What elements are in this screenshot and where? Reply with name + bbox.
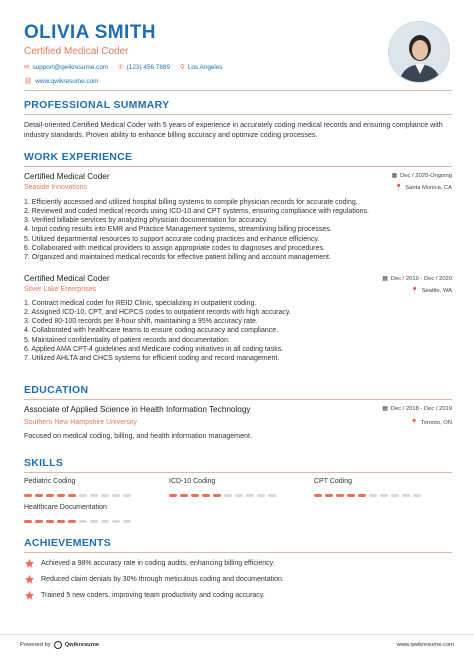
skill-level-bar bbox=[24, 494, 131, 497]
skill-level-segment bbox=[246, 494, 254, 497]
job-title: Certified Medical Coder bbox=[24, 274, 110, 283]
skill-level-segment bbox=[224, 494, 232, 497]
skill-level-segment bbox=[358, 494, 366, 497]
job-bullets bbox=[24, 198, 452, 262]
list-item: 2. Reviewed and coded medical records using ICD-10 and CPT systems, ensuring compliance with regulations. bbox=[24, 208, 369, 216]
list-item: 3. Coded 80-100 records per 8-hour shift, maintaining a 95% accuracy rate. bbox=[24, 318, 258, 326]
skill-level-segment bbox=[347, 494, 355, 497]
skill-level-bar bbox=[24, 520, 131, 523]
skill-level-segment bbox=[123, 494, 131, 497]
experience-heading: WORK EXPERIENCE bbox=[24, 151, 133, 163]
skill-level-segment bbox=[336, 494, 344, 497]
company-name: Seaside Innovations bbox=[24, 184, 88, 191]
list-item: 4. Input coding results into EMR and Practice Management systems, streamlining billing processes. bbox=[24, 226, 332, 234]
skill-level-segment bbox=[123, 520, 131, 523]
skill-level-segment bbox=[90, 494, 98, 497]
skill-level-segment bbox=[35, 494, 43, 497]
skill-level-segment bbox=[90, 520, 98, 523]
achievement-item bbox=[24, 590, 265, 601]
calendar-icon: ▦ bbox=[391, 173, 398, 179]
job-dates-text: Dec / 2020-Ongoing bbox=[400, 173, 452, 179]
star-icon bbox=[24, 574, 35, 585]
star-icon bbox=[24, 558, 35, 569]
skill-level-segment bbox=[101, 520, 109, 523]
skill-level-segment bbox=[413, 494, 421, 497]
skill-level-segment bbox=[202, 494, 210, 497]
achievement-item bbox=[24, 558, 275, 569]
star-icon bbox=[24, 590, 35, 601]
footer-website[interactable]: www.qwikresume.com bbox=[396, 642, 454, 648]
list-item: 1. Efficiently accessed and utilized hospital billing systems to compile physician records for accurate coding. bbox=[24, 199, 358, 206]
profile-photo-image bbox=[389, 22, 450, 83]
summary-underline bbox=[24, 114, 452, 115]
job-location bbox=[395, 185, 452, 191]
skill-level-bar bbox=[314, 494, 421, 497]
list-item: 1. Contract medical coder for REID Clinic, specializing in outpatient coding. bbox=[24, 300, 257, 307]
skill-level-segment bbox=[79, 520, 87, 523]
education-description: Focused on medical coding, billing, and health information management. bbox=[24, 432, 252, 440]
job-location-text: Seattle, WA bbox=[421, 288, 452, 294]
summary-heading: PROFESSIONAL SUMMARY bbox=[24, 99, 170, 111]
achievements-heading: ACHIEVEMENTS bbox=[24, 537, 112, 549]
skill-level-segment bbox=[68, 520, 76, 523]
envelope-icon: ✉ bbox=[24, 64, 30, 71]
skill-level-segment bbox=[325, 494, 333, 497]
skill-name: ICD-10 Coding bbox=[169, 478, 216, 485]
job-title: Certified Medical Coder bbox=[24, 172, 110, 181]
education-location bbox=[411, 420, 452, 426]
achievement-text: Reduced claim denials by 30% through meticulous coding and documentation. bbox=[41, 576, 284, 583]
header-divider bbox=[24, 90, 452, 91]
phone-text: (123) 456 7889 bbox=[126, 63, 171, 71]
skill-level-segment bbox=[191, 494, 199, 497]
skill-level-segment bbox=[169, 494, 177, 497]
skills-underline bbox=[24, 472, 452, 473]
footer-brand[interactable]: Qwikresume bbox=[64, 642, 100, 648]
list-item: 2. Assigned ICD-10, CPT, and HCPCS codes to outpatient records with high accuracy. bbox=[24, 309, 291, 317]
skill-name: Healthcare Documentation bbox=[24, 504, 107, 511]
job-location bbox=[411, 288, 452, 294]
phone-item bbox=[118, 63, 170, 71]
achievements-underline bbox=[24, 552, 452, 553]
skill-level-segment bbox=[46, 494, 54, 497]
contact-row bbox=[24, 63, 223, 71]
link-icon: ⛓ bbox=[24, 78, 33, 85]
skill-level-segment bbox=[101, 494, 109, 497]
skill-level-segment bbox=[369, 494, 377, 497]
skill-level-segment bbox=[24, 494, 32, 497]
skill-level-segment bbox=[24, 520, 32, 523]
pin-icon: 📍 bbox=[410, 420, 418, 426]
list-item: 7. Utilized AHLTA and CHCS systems for efficient coding and record management. bbox=[24, 354, 280, 362]
achievement-text: Trained 5 new coders, improving team productivity and coding accuracy. bbox=[41, 592, 265, 599]
pin-icon: 📍 bbox=[411, 288, 419, 294]
skill-level-segment bbox=[268, 494, 276, 497]
skill-level-segment bbox=[380, 494, 388, 497]
skill-level-segment bbox=[391, 494, 399, 497]
skill-name: Pediatric Coding bbox=[24, 478, 76, 485]
website-text: www.qwikresume.com bbox=[35, 77, 99, 85]
email-item[interactable] bbox=[24, 63, 108, 71]
school-name: Southern New Hampshire University bbox=[24, 419, 137, 426]
list-item: 6. Collaborated with medical providers to assign appropriate codes to diagnoses and procedures. bbox=[24, 244, 325, 252]
location-pin-icon: ⚲ bbox=[180, 64, 185, 71]
job-location-text: Santa Monica, CA bbox=[405, 185, 452, 191]
company-name: Silver Lake Enterprises bbox=[24, 286, 96, 293]
footer-divider bbox=[0, 634, 474, 635]
list-item: 6. Applied AMA CPT-4 guidelines and Medicare coding initiatives in all coding tasks. bbox=[24, 345, 284, 353]
job-dates-text: Dec / 2019 - Dec / 2020 bbox=[390, 276, 452, 282]
list-item: 5. Utilized departmental resources to support accurate coding practices and enhance efficiency. bbox=[24, 235, 320, 243]
candidate-title: Certified Medical Coder bbox=[24, 46, 129, 57]
qwikresume-logo-icon bbox=[54, 641, 62, 649]
job-dates bbox=[392, 173, 452, 179]
skill-level-segment bbox=[46, 520, 54, 523]
pin-icon: 📍 bbox=[395, 185, 403, 191]
job-bullets bbox=[24, 299, 452, 363]
summary-text: Detail-oriented Certified Medical Coder with 5 years of experience in accurately coding medical records and ensuring compliance with industry standards. Proven ability to enhance billing accuracy and optimize coding processes. bbox=[24, 121, 443, 139]
email-text: support@qwikresume.com bbox=[32, 63, 109, 71]
list-item: 7. Organized and maintained medical records for effective patient billing and account management. bbox=[24, 253, 331, 261]
skill-level-segment bbox=[235, 494, 243, 497]
skill-level-segment bbox=[68, 494, 76, 497]
candidate-name: OLIVIA SMITH bbox=[24, 22, 156, 43]
education-location-text: Toronto, ON bbox=[420, 420, 452, 426]
job-dates bbox=[382, 276, 452, 282]
skill-level-segment bbox=[314, 494, 322, 497]
skills-heading: SKILLS bbox=[24, 457, 64, 469]
achievement-text: Achieved a 98% accuracy rate in coding audits, enhancing billing efficiency. bbox=[41, 560, 275, 567]
powered-by-text: Powered by bbox=[20, 642, 51, 648]
degree-name: Associate of Applied Science in Health Information Technology bbox=[24, 405, 251, 414]
skill-level-segment bbox=[112, 520, 120, 523]
skill-level-segment bbox=[180, 494, 188, 497]
location-item bbox=[180, 63, 223, 71]
experience-underline bbox=[24, 166, 452, 167]
skill-level-segment bbox=[57, 520, 65, 523]
skill-level-segment bbox=[112, 494, 120, 497]
skill-name: CPT Coding bbox=[314, 478, 353, 485]
achievement-item bbox=[24, 574, 284, 585]
skill-level-bar bbox=[169, 494, 276, 497]
skill-level-segment bbox=[57, 494, 65, 497]
skill-level-segment bbox=[213, 494, 221, 497]
education-heading: EDUCATION bbox=[24, 384, 89, 396]
education-dates-text: Dec / 2018 - Dec / 2019 bbox=[390, 406, 452, 412]
education-underline bbox=[24, 399, 452, 400]
list-item: 4. Collaborated with healthcare teams to ensure coding accuracy and compliance. bbox=[24, 327, 279, 335]
skill-level-segment bbox=[257, 494, 265, 497]
list-item: 3. Verified billable services by analyzing physician documentation for accuracy. bbox=[24, 217, 268, 225]
website-item[interactable] bbox=[24, 77, 98, 85]
skill-level-segment bbox=[79, 494, 87, 497]
education-dates bbox=[382, 406, 452, 412]
list-item: 5. Maintained confidentiality of patient records and documentation. bbox=[24, 336, 230, 344]
calendar-icon: ▦ bbox=[382, 406, 388, 412]
footer-powered-by bbox=[20, 641, 99, 649]
skill-level-segment bbox=[35, 520, 43, 523]
skill-level-segment bbox=[402, 494, 410, 497]
location-text: Los Angeles bbox=[187, 63, 223, 71]
phone-icon: ✆ bbox=[118, 64, 124, 71]
calendar-icon: ▦ bbox=[382, 276, 388, 282]
profile-photo bbox=[388, 21, 450, 83]
